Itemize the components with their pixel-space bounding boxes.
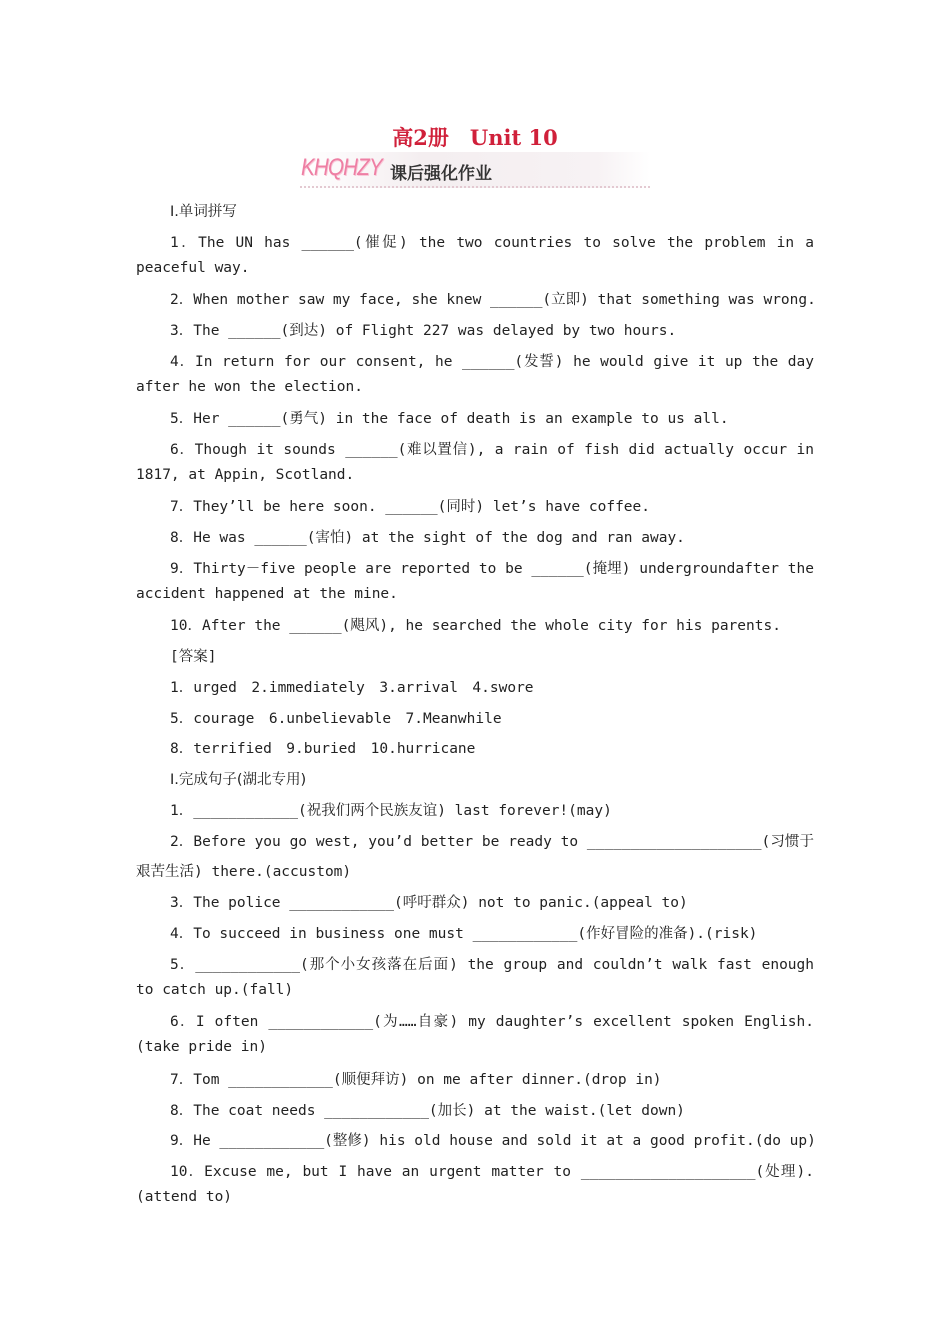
question-line: accident happened at the mine. xyxy=(136,586,398,602)
question-line: (take pride in) xyxy=(136,1039,267,1055)
question-line: 8．He was ______(害怕) at the sight of the dog and ran away. xyxy=(170,530,685,546)
question-line: 6．Though it sounds ______(难以置信), a rain of fish did actually occur in xyxy=(170,442,814,458)
question-line: after he won the election. xyxy=(136,379,363,395)
question-line: 9．He ____________(整修) his old house and sold it at a good profit.(do up) xyxy=(170,1133,816,1149)
banner-logo: KHQHZY xyxy=(301,154,382,181)
answer-label: [答案] xyxy=(170,649,217,665)
question-line: (attend to) xyxy=(136,1189,233,1205)
question-line: 4．In return for our consent, he ______(发誓) he would give it up the day xyxy=(170,354,814,370)
question-line: 5．Her ______(勇气) in the face of death is an example to us all. xyxy=(170,411,729,427)
question-line: 1817, at Appin, Scotland. xyxy=(136,467,355,483)
answer-line: 1．urged 2.immediately 3.arrival 4.swore xyxy=(170,680,534,696)
question-line: 3．The police ____________(呼吁群众) not to panic.(appeal to) xyxy=(170,895,688,911)
section-heading: Ⅰ.完成句子(湖北专用) xyxy=(170,772,307,788)
question-line: 1．____________(祝我们两个民族友谊) last forever!(may) xyxy=(170,803,612,819)
question-line: 4．To succeed in business one must ____________(作好冒险的准备).(risk) xyxy=(170,926,758,942)
answer-line: 8．terrified 9.buried 10.hurricane xyxy=(170,741,476,757)
question-line: 6．I often ____________(为……自豪) my daughter’s excellent spoken English. xyxy=(170,1014,814,1030)
answer-line: 5．courage 6.unbelievable 7.Meanwhile xyxy=(170,711,502,727)
question-line: 10．Excuse me, but I have an urgent matter to ____________________(处理). xyxy=(170,1164,814,1180)
question-line: 3．The ______(到达) of Flight 227 was delayed by two hours. xyxy=(170,323,677,339)
question-line: 2．Before you go west, you’d better be ready to ____________________(习惯于 xyxy=(170,834,814,850)
question-line: 1．The UN has ______(催促) the two countries to solve the problem in a xyxy=(170,235,814,251)
section-heading: Ⅰ.单词拼写 xyxy=(170,204,237,220)
banner-label: 课后强化作业 xyxy=(390,164,492,184)
question-line: peaceful way. xyxy=(136,260,250,276)
question-line: 8．The coat needs ____________(加长) at the waist.(let down) xyxy=(170,1103,685,1119)
question-line: 2．When mother saw my face, she knew ______(立即) that something was wrong. xyxy=(170,292,816,308)
question-line: 7．They’ll be here soon. ______(同时) let’s have coffee. xyxy=(170,499,650,515)
question-line: 5．____________(那个小女孩落在后面) the group and couldn’t walk fast enough xyxy=(170,957,814,973)
question-line: 7．Tom ____________(顺便拜访) on me after dinner.(drop in) xyxy=(170,1072,662,1088)
question-line: 9．Thirty－five people are reported to be ______(掩埋) undergroundafter the xyxy=(170,561,814,577)
page-title: 高2册 Unit 10 xyxy=(392,125,558,150)
question-line: 艰苦生活) there.(accustom) xyxy=(136,864,352,880)
question-line: 10．After the ______(飓风), he searched the whole city for his parents. xyxy=(170,618,781,634)
question-line: to catch up.(fall) xyxy=(136,982,294,998)
